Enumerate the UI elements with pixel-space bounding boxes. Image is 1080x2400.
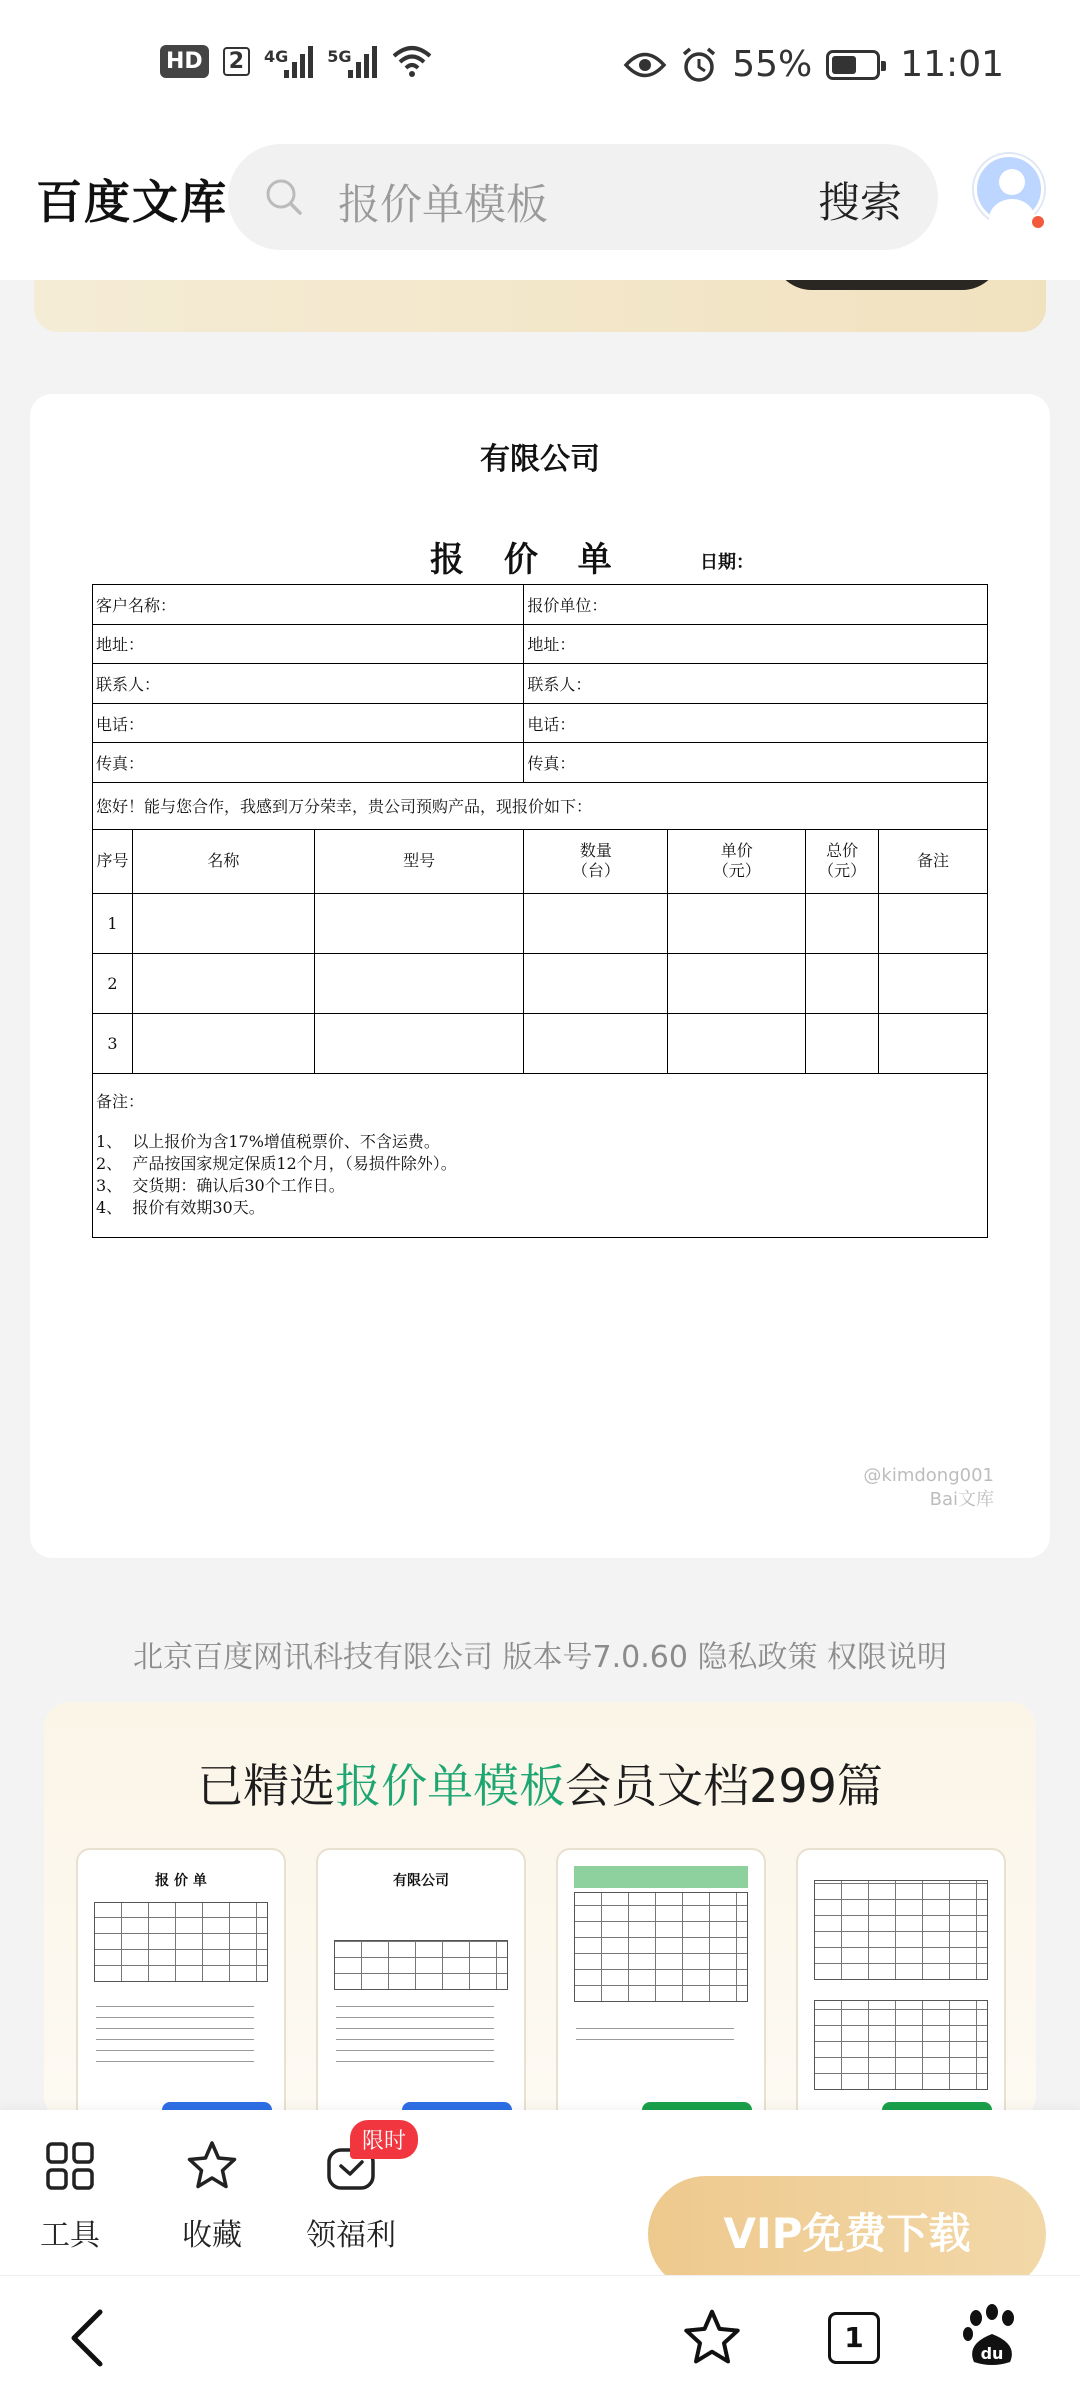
page-count-button[interactable]: 1	[828, 2312, 880, 2364]
note-line: 1、 以上报价为含17%增值税票价、不含运费。	[96, 1132, 440, 1152]
column-header: 数量 （台）	[524, 829, 668, 893]
column-header-row	[93, 829, 988, 893]
benefits-label: 领福利	[306, 2218, 396, 2253]
permissions-link[interactable]: 权限说明	[827, 1640, 948, 1675]
column-header: 型号	[314, 829, 524, 893]
table-row: 2	[93, 953, 988, 1013]
info-row: 联系人： 联系人：	[93, 664, 988, 704]
doc-title: 报 价 单	[430, 540, 626, 580]
tools-button[interactable]	[40, 2138, 100, 2254]
nav-bar	[0, 2275, 1080, 2400]
search-input[interactable]: 报价单模板	[338, 180, 549, 229]
column-header: 序号	[93, 829, 133, 893]
watermark-user: @kimdong001	[863, 1465, 994, 1486]
column-header: 总价 （元）	[806, 829, 879, 893]
vip-download-button[interactable]: VIP免费下载	[648, 2176, 1046, 2292]
favorites-button[interactable]	[182, 2138, 242, 2254]
clock: 11:01	[900, 44, 1004, 85]
baidu-paw-icon[interactable]	[962, 2304, 1022, 2368]
limited-time-badge: 限时	[350, 2120, 418, 2159]
signal-4g-icon: 4G	[264, 44, 313, 78]
info-row: 客户名称： 报价单位：	[93, 585, 988, 625]
column-header: 备注	[879, 829, 988, 893]
notes-row	[93, 1073, 988, 1237]
info-row: 传真： 传真：	[93, 743, 988, 783]
company-footer	[0, 1632, 1080, 1676]
doc-company: 有限公司	[480, 442, 600, 477]
column-header: 单价 （元）	[668, 829, 806, 893]
note-line: 4、 报价有效期30天。	[96, 1198, 265, 1218]
search-icon	[264, 177, 304, 217]
notes-title: 备注：	[96, 1092, 145, 1112]
info-row: 电话： 电话：	[93, 703, 988, 743]
avatar[interactable]	[974, 154, 1044, 224]
document-page	[30, 394, 1050, 1558]
template-thumbnail[interactable]: 有限公司	[316, 1848, 526, 2138]
brand-logo[interactable]: 百度文库	[36, 175, 228, 229]
doc-date-label: 日期：	[700, 552, 754, 573]
back-icon[interactable]	[60, 2306, 120, 2370]
template-thumbnail[interactable]	[556, 1848, 766, 2138]
tools-label: 工具	[40, 2218, 100, 2253]
greeting-row: 您好！能与您合作，我感到万分荣幸，贵公司预购产品，现报价如下：	[93, 782, 988, 829]
battery-icon	[826, 50, 880, 80]
favorites-label: 收藏	[182, 2218, 242, 2253]
privacy-link[interactable]: 隐私政策	[697, 1640, 818, 1675]
wifi-icon	[391, 44, 433, 78]
star-icon	[184, 2138, 240, 2194]
info-row: 地址： 地址：	[93, 624, 988, 664]
status-bar	[0, 0, 1080, 140]
hd-badge: HD	[160, 45, 209, 78]
quote-table	[92, 584, 988, 1238]
promo-title: 已精选报价单模板会员文档299篇	[197, 1759, 883, 1813]
table-row: 3	[93, 1013, 988, 1073]
eye-icon	[624, 50, 666, 80]
notification-dot	[1030, 214, 1046, 230]
signal-5g-icon: 5G	[327, 44, 376, 78]
template-thumbnail[interactable]: 报 价 单	[76, 1848, 286, 2138]
alarm-icon	[680, 46, 718, 84]
version-label: 版本号7.0.60	[502, 1640, 688, 1675]
template-thumbnail[interactable]	[796, 1848, 1006, 2138]
company-name: 北京百度网讯科技有限公司	[132, 1640, 493, 1675]
promo-highlight: 报价单模板	[335, 1759, 566, 1813]
search-box[interactable]	[228, 144, 938, 250]
note-line: 3、 交货期：确认后30个工作日。	[96, 1176, 345, 1196]
sim2-label: 2	[223, 47, 250, 76]
app-header	[0, 140, 1080, 280]
table-row: 1	[93, 893, 988, 953]
grid-icon	[42, 2138, 98, 2194]
battery-percent: 55%	[732, 44, 813, 85]
document-preview[interactable]	[30, 394, 1050, 1558]
status-right	[624, 44, 1004, 85]
favorite-star-icon[interactable]	[680, 2306, 744, 2370]
search-button[interactable]: 搜索	[817, 178, 902, 227]
watermark	[863, 1464, 994, 1512]
status-left	[160, 44, 433, 78]
watermark-logo: Bai文库	[929, 1489, 994, 1510]
column-header: 名称	[132, 829, 314, 893]
note-line: 2、 产品按国家规定保质12个月，（易损件除外）。	[96, 1154, 457, 1174]
promo-card	[44, 1702, 1036, 2122]
svg-text:du: du	[980, 2344, 1004, 2363]
bottom-toolbar	[0, 2110, 1080, 2275]
